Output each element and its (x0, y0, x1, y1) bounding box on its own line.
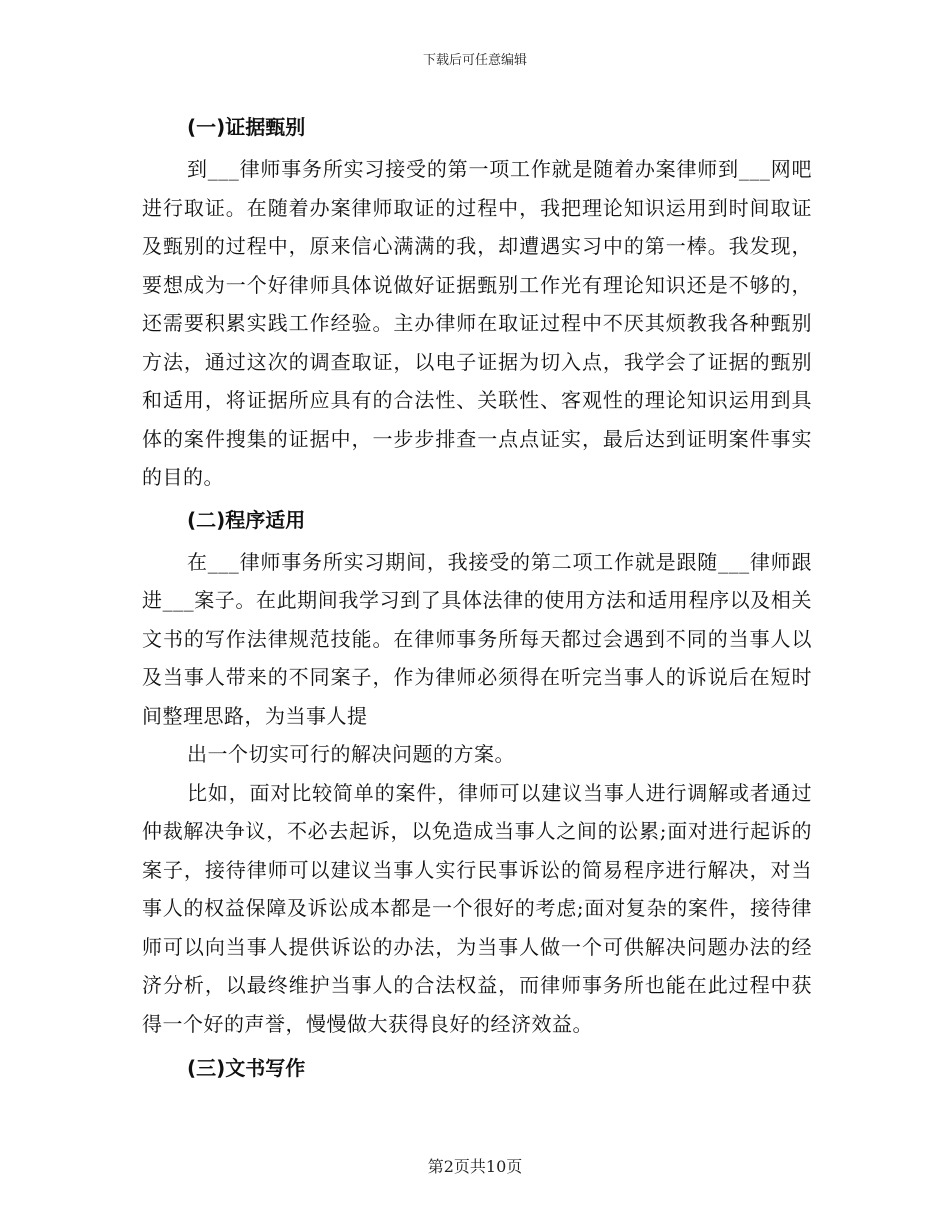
document-body (142, 104, 812, 1091)
section-heading-evidence: (一)证据甄别 (187, 115, 306, 139)
paragraph: 比如，面对比较简单的案件，律师可以建议当事人进行调解或者通过仲裁解决争议，不必去起诉，以免造成当事人之间的讼累;面对进行起诉的案子，接待律师可以建议当事人实行民事诉讼的简易程序进行解决，对当事人的权益保障及诉讼成本都是一个很好的考虑;面对复杂的案件，接待律师可以向当事人提供诉讼的办法，为当事人做一个可供解决问题办法的经济分析，以最终维护当事人的合法权益，而律师事务所也能在此过程中获得一个好的声誉，慢慢做大获得良好的经济效益。 (142, 780, 812, 1036)
paragraph: 在___律师事务所实习期间，我接受的第二项工作就是跟随___律师跟进___案子。在此期间我学习到了具体法律的使用方法和适用程序以及相关文书的写作法律规范技能。在律师事务所每天都过会遇到不同的当事人以及当事人带来的不同案子，作为律师必须得在听完当事人的诉说后在短时间整理思路，为当事人提 (142, 549, 812, 728)
section-heading-procedure: (二)程序适用 (187, 507, 306, 532)
page-header: 下载后可任意编辑 (422, 53, 527, 68)
page-footer: 第2页共10页 (427, 1157, 523, 1176)
paragraph: 出一个切实可行的解决问题的方案。 (187, 742, 515, 766)
paragraph: 到___律师事务所实习接受的第一项工作就是随着办案律师到___网吧进行取证。在随着办案律师取证的过程中，我把理论知识运用到时间取证及甄别的过程中，原来信心满满的我，却遭遇实习中的第一棒。我发现，要想成为一个好律师具体说做好证据甄别工作光有理论知识还是不够的，还需要积累实践工作经验。主办律师在取证过程中不厌其烦教我各种甄别方法，通过这次的调查取证，以电子证据为切入点，我学会了证据的甄别和适用，将证据所应具有的合法性、关联性、客观性的理论知识运用到具体的案件搜集的证据中，一步步排查一点点证实，最后达到证明案件事实的目的。 (142, 157, 812, 489)
section-heading-writing: (三)文书写作 (187, 1056, 306, 1080)
